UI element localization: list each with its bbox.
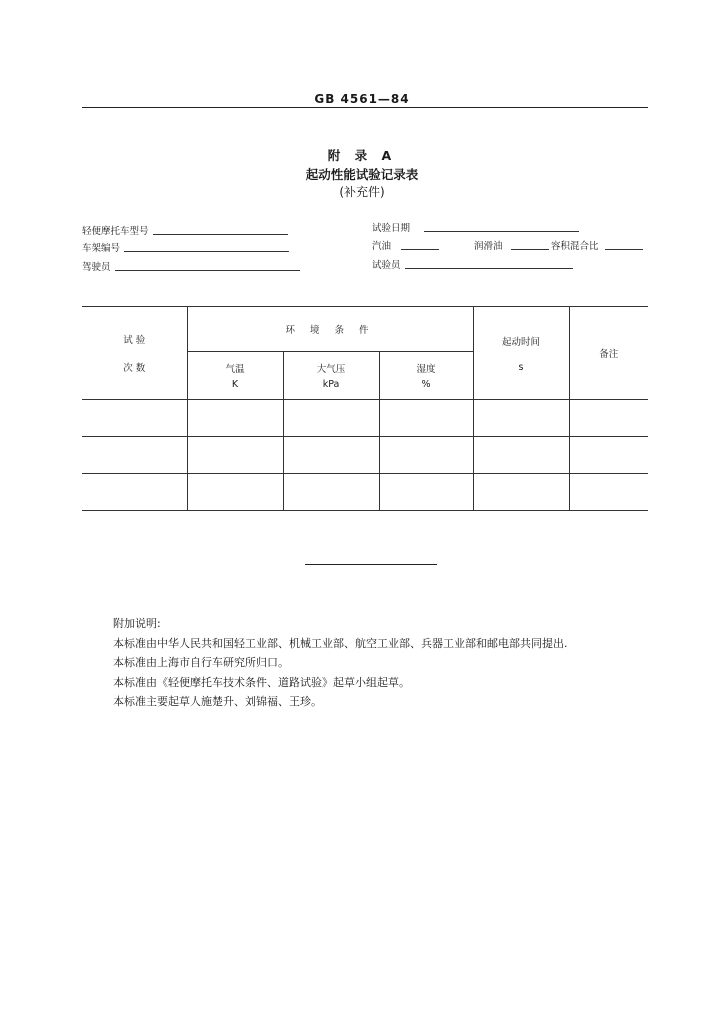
field-lubricant-line[interactable]: [511, 248, 549, 250]
standard-code: GB 4561—84: [314, 92, 410, 106]
notes-line: 本标准由中华人民共和国轻工业部、机械工业部、航空工业部、兵器工业部和邮电部共同提出.: [113, 636, 568, 650]
header-pressure-unit: kPa: [322, 379, 340, 390]
cell[interactable]: [379, 437, 473, 474]
header-test-number-line2: 次 数: [123, 363, 146, 374]
header-test-number-line1: 试 验: [123, 335, 146, 346]
field-mix-ratio: [551, 238, 643, 252]
cell[interactable]: [187, 437, 283, 474]
field-lubricant: [474, 238, 549, 252]
header-test-number: [82, 307, 187, 400]
appendix-title: 附 录 A: [327, 148, 397, 163]
end-rule: [305, 564, 437, 565]
additional-notes: [113, 614, 653, 712]
cell[interactable]: [283, 474, 379, 511]
header-start-time: [473, 307, 569, 400]
notes-line: 本标准由上海市自行车研究所归口。: [113, 656, 289, 669]
field-model-label: 轻便摩托车型号: [82, 226, 149, 237]
header-pressure-label: 大气压: [316, 364, 346, 375]
form-subtitle: (补充件): [339, 185, 385, 199]
field-tester-label: 试验员: [372, 260, 401, 271]
field-mix-ratio-label: 容积混合比: [551, 241, 599, 252]
field-frame-number-line[interactable]: [124, 250, 289, 252]
header-temperature-unit: K: [231, 379, 239, 390]
field-gasoline-line[interactable]: [401, 248, 439, 250]
table-row: [82, 437, 648, 474]
cell[interactable]: [569, 474, 648, 511]
header-temperature: [187, 352, 283, 400]
field-model-line[interactable]: [153, 233, 288, 235]
notes-heading: 附加说明:: [113, 617, 161, 630]
start-performance-record-table: [82, 306, 648, 511]
cell[interactable]: [283, 437, 379, 474]
field-tester: [372, 257, 573, 271]
cell[interactable]: [473, 437, 569, 474]
field-driver-label: 驾驶员: [82, 262, 111, 273]
field-model: [82, 223, 288, 237]
cell[interactable]: [187, 400, 283, 437]
header-remarks: 备注: [569, 307, 648, 400]
field-driver: [82, 259, 300, 273]
field-driver-line[interactable]: [115, 269, 300, 271]
cell[interactable]: [283, 400, 379, 437]
cell[interactable]: [82, 400, 187, 437]
notes-line: 本标准主要起草人施楚升、刘锦福、王珍。: [113, 695, 322, 708]
notes-line: 本标准由《轻便摩托车技术条件、道路试验》起草小组起草。: [113, 675, 410, 689]
cell[interactable]: [187, 474, 283, 511]
header-environment: 环 境 条 件: [187, 307, 473, 352]
field-test-date: [372, 220, 579, 234]
table-row: [82, 474, 648, 511]
cell[interactable]: [569, 437, 648, 474]
cell[interactable]: [379, 474, 473, 511]
field-mix-ratio-line[interactable]: [605, 248, 643, 250]
cell[interactable]: [473, 474, 569, 511]
field-test-date-line[interactable]: [424, 230, 579, 232]
cell[interactable]: [569, 400, 648, 437]
cell[interactable]: [82, 474, 187, 511]
form-title: 起动性能试验记录表: [305, 167, 419, 182]
cell[interactable]: [473, 400, 569, 437]
header-temperature-label: 气温: [225, 364, 245, 375]
header-start-time-unit: s: [518, 361, 524, 373]
header-humidity: [379, 352, 473, 400]
cell[interactable]: [82, 437, 187, 474]
field-frame-number-label: 车架编号: [82, 243, 121, 254]
header-humidity-label: 湿度: [416, 364, 436, 375]
header-start-time-label: 起动时间: [501, 336, 540, 348]
field-test-date-label: 试验日期: [372, 223, 411, 234]
field-gasoline: [372, 238, 439, 252]
field-lubricant-label: 润滑油: [474, 241, 503, 252]
cell[interactable]: [379, 400, 473, 437]
header-humidity-unit: %: [421, 379, 431, 390]
field-frame-number: [82, 240, 289, 254]
table-row: [82, 400, 648, 437]
header-pressure: [283, 352, 379, 400]
field-tester-line[interactable]: [405, 267, 573, 269]
header-rule: [82, 107, 648, 108]
field-gasoline-label: 汽油: [372, 241, 392, 252]
